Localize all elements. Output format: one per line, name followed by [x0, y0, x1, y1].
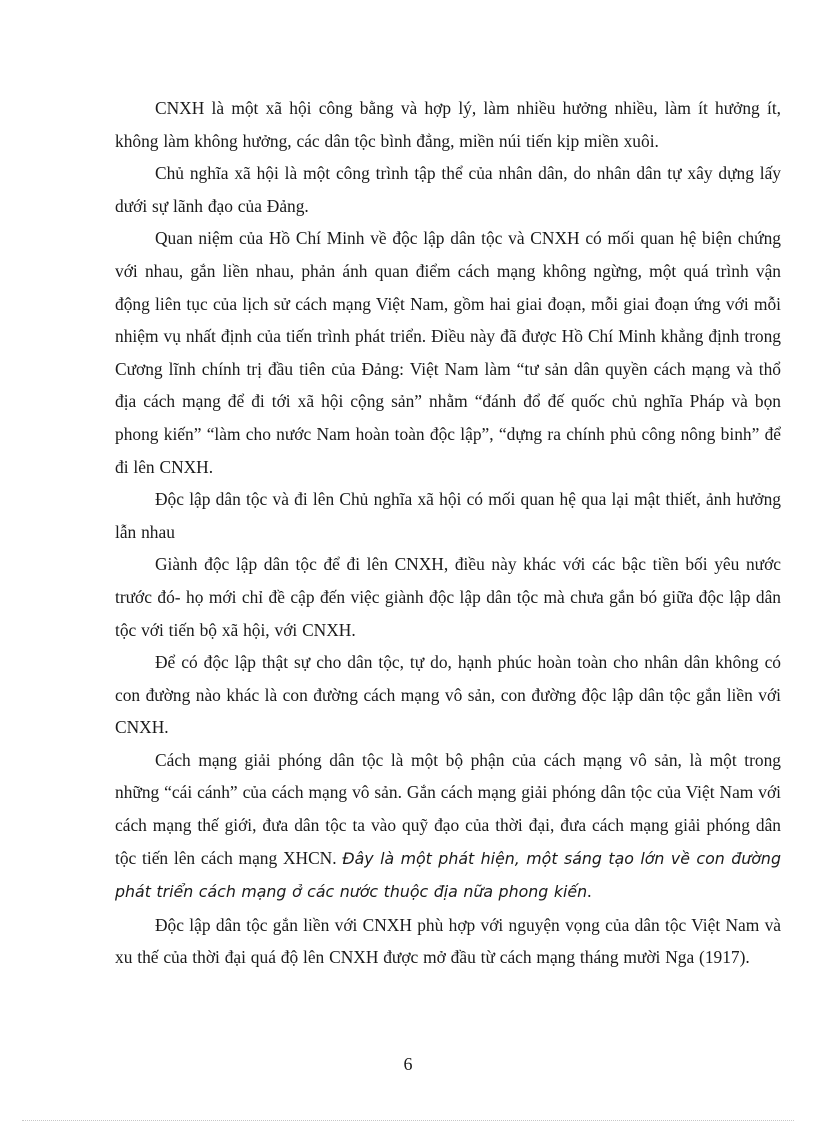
page-number: 6	[403, 1054, 413, 1074]
paragraph-7	[115, 744, 781, 909]
page-footer-divider	[22, 1120, 794, 1121]
paragraph-7-end: .	[587, 881, 592, 902]
paragraph-8: Độc lập dân tộc gắn liền với CNXH phù hợp với nguyện vọng của dân tộc Việt Nam và xu thế của thời đại quá độ lên CNXH được mở đầu từ cách mạng tháng mười Nga (1917).	[115, 914, 781, 968]
paragraph-6: Để có độc lập thật sự cho dân tộc, tự do, hạnh phúc hoàn toàn cho nhân dân không có con đường nào khác là con đường cách mạng vô sản, con đường độc lập dân tộc gắn liền với CNXH.	[115, 652, 781, 738]
paragraph-1: CNXH là một xã hội công bằng và hợp lý, làm nhiều hưởng nhiều, làm ít hưởng ít, không làm không hưởng, các dân tộc bình đẳng, miền núi tiến kịp miền xuôi.	[115, 98, 781, 151]
paragraph-5: Giành độc lập dân tộc để đi lên CNXH, điều này khác với các bậc tiền bối yêu nước trước đó- họ mới chỉ đề cập đến việc giành độc lập dân tộc mà chưa gắn bó giữa độc lập dân tộc với tiến bộ xã hội, với CNXH.	[115, 554, 781, 640]
document-body	[115, 92, 781, 974]
paragraph-7-italic-text: Đây là một phát hiện, một sáng tạo lớn về con đường phát triển cách mạng ở các nước thuộc địa nữa phong kiến	[115, 848, 781, 902]
paragraph-4: Độc lập dân tộc và đi lên Chủ nghĩa xã hội có mối quan hệ qua lại mật thiết, ảnh hưởng lẫn nhau	[115, 489, 781, 542]
paragraph-3: Quan niệm của Hồ Chí Minh về độc lập dân tộc và CNXH có mối quan hệ biện chứng với nhau, gắn liền nhau, phản ánh quan điểm cách mạng không ngừng, một quá trình vận động liên tục của lịch sử cách mạng Việt Nam, gồm hai giai đoạn, mỗi giai đoạn ứng với mỗi nhiệm vụ nhất định của tiến trình phát triển. Điều này đã được Hồ Chí Minh khẳng định trong Cương lĩnh chính trị đầu tiên của Đảng: Việt Nam làm “tư sản dân quyền cách mạng và thổ địa cách mạng để đi tới xã hội cộng sản” nhằm “đánh đổ đế quốc chủ nghĩa Pháp và bọn phong kiến” “làm cho nước Nam hoàn toàn độc lập”, “dựng ra chính phủ công nông binh” để đi lên CNXH.	[115, 228, 781, 477]
paragraph-2: Chủ nghĩa xã hội là một công trình tập thể của nhân dân, do nhân dân tự xây dựng lấy dưới sự lãnh đạo của Đảng.	[115, 163, 781, 216]
paragraph-7-text: Cách mạng giải phóng dân tộc là một bộ phận của cách mạng vô sản, là một trong những “cái cánh” của cách mạng vô sản. Gắn cách mạng giải phóng dân tộc của Việt Nam với cách mạng thế giới, đưa dân tộc ta vào quỹ đạo của thời đại, đưa cách mạng giải phóng dân tộc tiến lên cách mạng XHCN.	[115, 749, 781, 868]
